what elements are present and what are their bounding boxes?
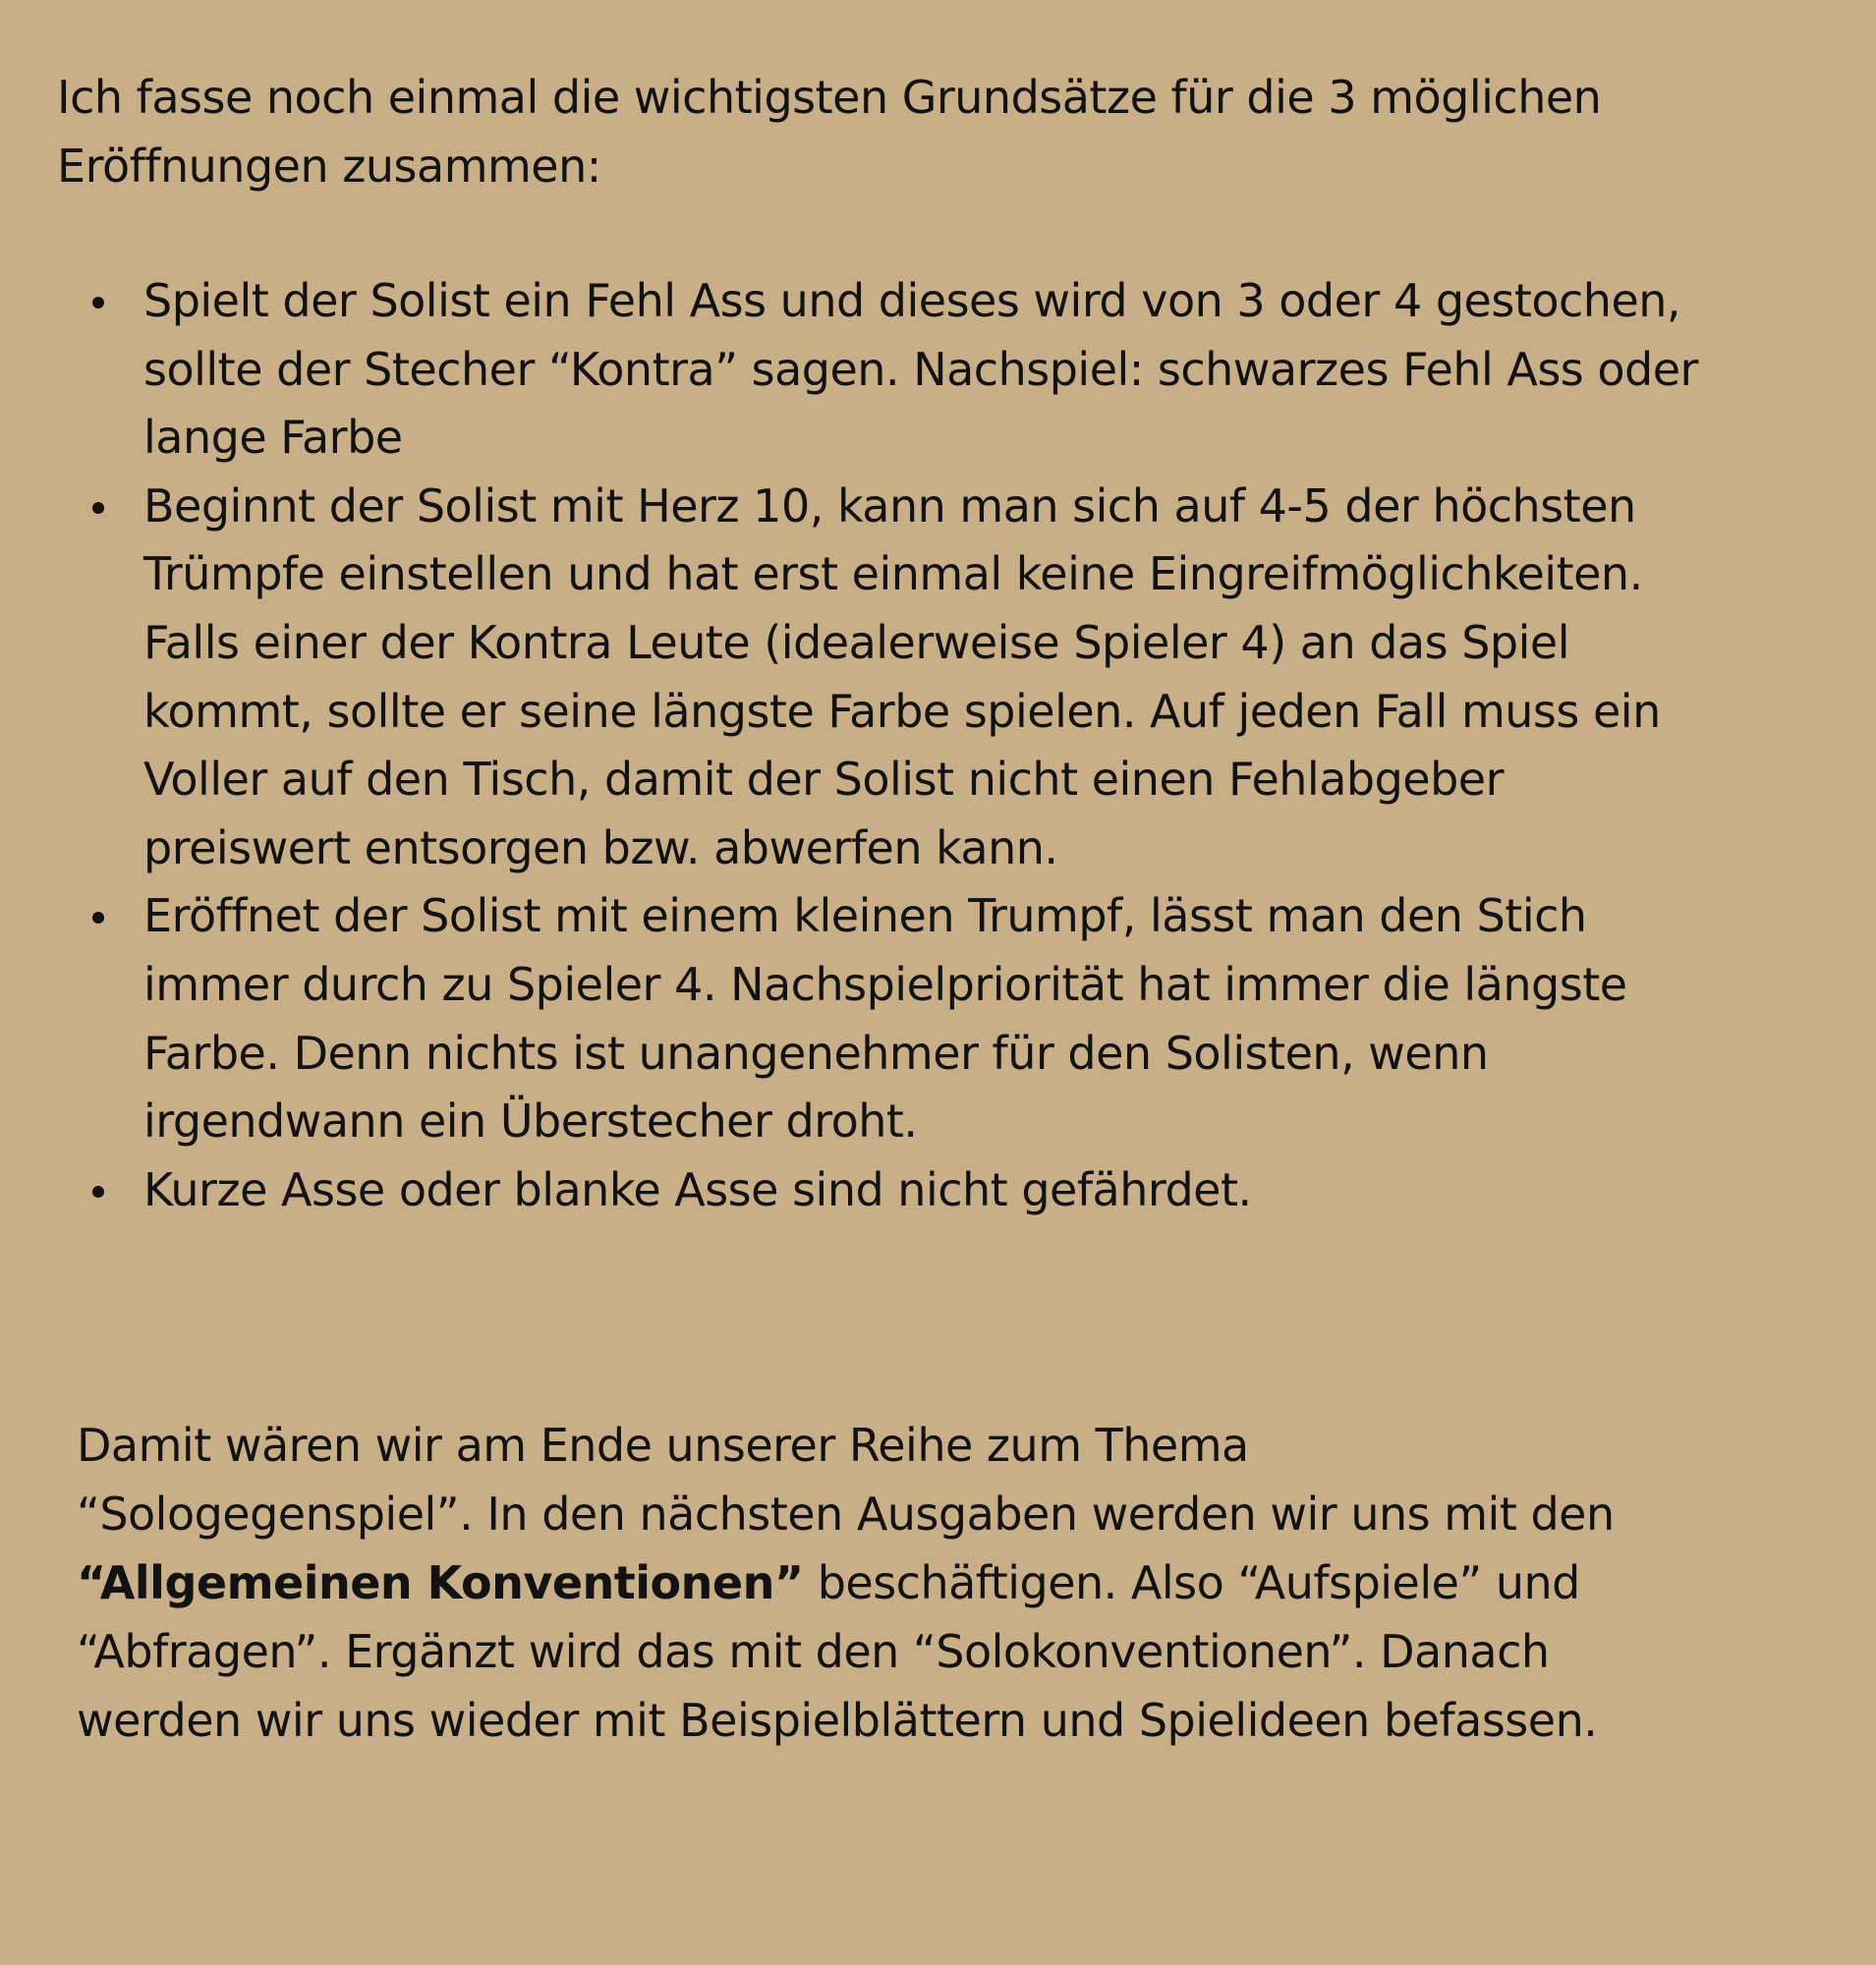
intro-line: Eröffnungen zusammen: (57, 140, 601, 193)
bullet-icon (92, 502, 104, 514)
outro-line: “Sologegenspiel”. In den nächsten Ausgaben werden wir uns mit den (77, 1488, 1615, 1541)
intro-paragraph (57, 63, 1806, 200)
rule-item-small-trump (83, 882, 1851, 1155)
rule-line: Eröffnet der Solist mit einem kleinen Trumpf, lässt man den Stich (143, 889, 1587, 943)
rule-line: lange Farbe (143, 411, 403, 465)
rule-item-heart-ten (83, 473, 1851, 883)
bullet-icon (92, 297, 104, 309)
outro-line: “Abfragen”. Ergänzt wird das mit den “Solokonventionen”. Danach (77, 1625, 1550, 1678)
rule-item-ace-trumped (83, 267, 1851, 473)
rule-line: Falls einer der Kontra Leute (idealerweise Spieler 4) an das Spiel (143, 615, 1569, 669)
rule-line: Kurze Asse oder blanke Asse sind nicht gefährdet. (143, 1162, 1252, 1216)
rule-line: kommt, sollte er seine längste Farbe spielen. Auf jeden Fall muss ein (143, 684, 1661, 738)
outro-line: Damit wären wir am Ende unserer Reihe zum Thema (77, 1419, 1249, 1472)
rules-list (83, 267, 1851, 1224)
intro-line: Ich fasse noch einmal die wichtigsten Grundsätze für die 3 möglichen (57, 71, 1602, 124)
rule-line: preiswert entsorgen bzw. abwerfen kann. (143, 820, 1058, 874)
rule-item-short-aces (83, 1156, 1851, 1225)
rule-line: Spielt der Solist ein Fehl Ass und dieses wird von 3 oder 4 gestochen, (143, 274, 1681, 327)
outro-line: beschäftigen. Also “Aufspiele” und (803, 1556, 1580, 1609)
rule-line: Farbe. Denn nichts ist unangenehmer für den Solisten, wenn (143, 1026, 1489, 1080)
outro-bold-term: “Allgemeinen Konventionen” (77, 1556, 804, 1609)
rule-line: sollte der Stecher “Kontra” sagen. Nachspiel: schwarzes Fehl Ass oder (143, 342, 1698, 396)
bullet-icon (92, 1186, 104, 1198)
outro-paragraph (77, 1411, 1836, 1755)
rule-line: irgendwann ein Überstecher droht. (143, 1095, 918, 1149)
rule-line: Trümpfe einstellen und hat erst einmal keine Eingreifmöglichkeiten. (143, 547, 1643, 601)
rule-line: Voller auf den Tisch, damit der Solist nicht einen Fehlabgeber (143, 753, 1505, 807)
bullet-icon (92, 912, 104, 924)
outro-line: werden wir uns wieder mit Beispielblättern und Spielideen befassen. (77, 1694, 1598, 1747)
rule-line: immer durch zu Spieler 4. Nachspielpriorität hat immer die längste (143, 957, 1627, 1011)
rule-line: Beginnt der Solist mit Herz 10, kann man sich auf 4-5 der höchsten (143, 478, 1636, 533)
